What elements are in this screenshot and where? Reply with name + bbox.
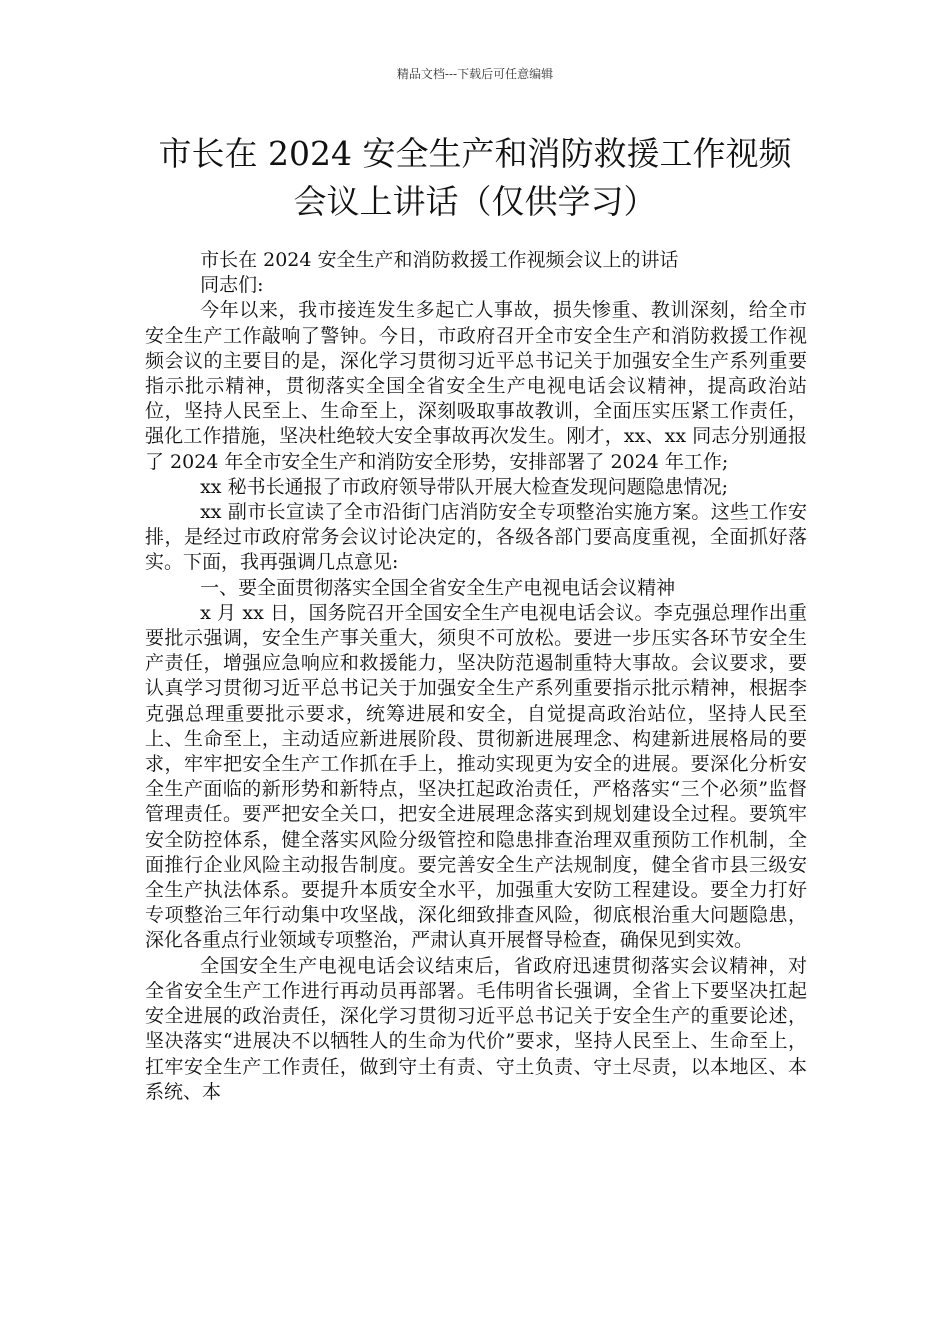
document-title <box>130 130 820 226</box>
title-line-2: 会议上讲话（仅供学习） <box>293 182 657 221</box>
body-paragraph: 今年以来，我市接连发生多起亡人事故，损失惨重、教训深刻，给全市安全生产工作敲响了警钟。今日，市政府召开全市安全生产和消防救援工作视频会议的主要目的是，深化学习贯彻习近平总书记关于加强安全生产系列重要指示批示精神，贯彻落实全国全省安全生产电视电话会议精神，提高政治站位，坚持人民至上、生命至上，深刻吸取事故教训，全面压实压紧工作责任，强化工作措施，坚决杜绝较大安全事故再次发生。刚才，xx、xx 同志分别通报了 2024 年全市安全生产和消防安全形势，安排部署了 2024 年工作; <box>145 299 807 473</box>
body-paragraph: xx 秘书长通报了市政府领导带队开展大检查发现问题隐患情况; <box>200 475 728 498</box>
title-line-1: 市长在 2024 安全生产和消防救援工作视频 <box>158 134 792 173</box>
salutation-paragraph: 同志们: <box>200 274 264 297</box>
body-paragraph: 全国安全生产电视电话会议结束后，省政府迅速贯彻落实会议精神，对全省安全生产工作进行再动员再部署。毛伟明省长强调，全省上下要坚决扛起安全进展的政治责任，深化学习贯彻习近平总书记关于安全生产的重要论述，坚决落实“进展决不以牺牲人的生命为代价”要求，坚持人民至上、生命至上，扛牢安全生产工作责任，做到守土有责、守土负责、守土尽责，以本地区、本系统、本 <box>145 954 807 1103</box>
body-paragraph: x 月 xx 日，国务院召开全国安全生产电视电话会议。李克强总理作出重要批示强调，安全生产事关重大，须臾不可放松。要进一步压实各环节安全生产责任，增强应急响应和救援能力，坚决防范遏制重特大事故。会议要求，要认真学习贯彻习近平总书记关于加强安全生产系列重要指示批示精神，根据李克强总理重要批示要求，统筹进展和安全，自觉提高政治站位，坚持人民至上、生命至上，主动适应新进展阶段、贯彻新进展理念、构建新进展格局的要求，牢牢把安全生产工作抓在手上，推动实现更为安全的进展。要深化分析安全生产面临的新形势和新特点，坚决扛起政治责任，严格落实“三个必须”监督管理责任。要严把安全关口，把安全进展理念落实到规划建设全过程。要筑牢安全防控体系，健全落实风险分级管控和隐患排查治理双重预防工作机制，全面推行企业风险主动报告制度。要完善安全生产法规制度，健全省市县三级安全生产执法体系。要提升本质安全水平，加强重大安防工程建设。要全力打好专项整治三年行动集中攻坚战，深化细致排查风险，彻底根治重大问题隐患，深化各重点行业领域专项整治，严肃认真开展督导检查，确保见到实效。 <box>145 601 807 952</box>
document-body <box>145 248 807 1105</box>
subtitle-paragraph: 市长在 2024 安全生产和消防救援工作视频会议上的讲话 <box>200 249 679 271</box>
section-heading: 一、要全面贯彻落实全国全省安全生产电视电话会议精神 <box>200 576 676 599</box>
header-note: 精品文档---下载后可任意编辑 <box>396 67 554 81</box>
body-paragraph: xx 副市长宣读了全市沿街门店消防安全专项整治实施方案。这些工作安排，是经过市政府常务会议讨论决定的，各级各部门要高度重视，全面抓好落实。下面，我再强调几点意见: <box>145 501 807 574</box>
